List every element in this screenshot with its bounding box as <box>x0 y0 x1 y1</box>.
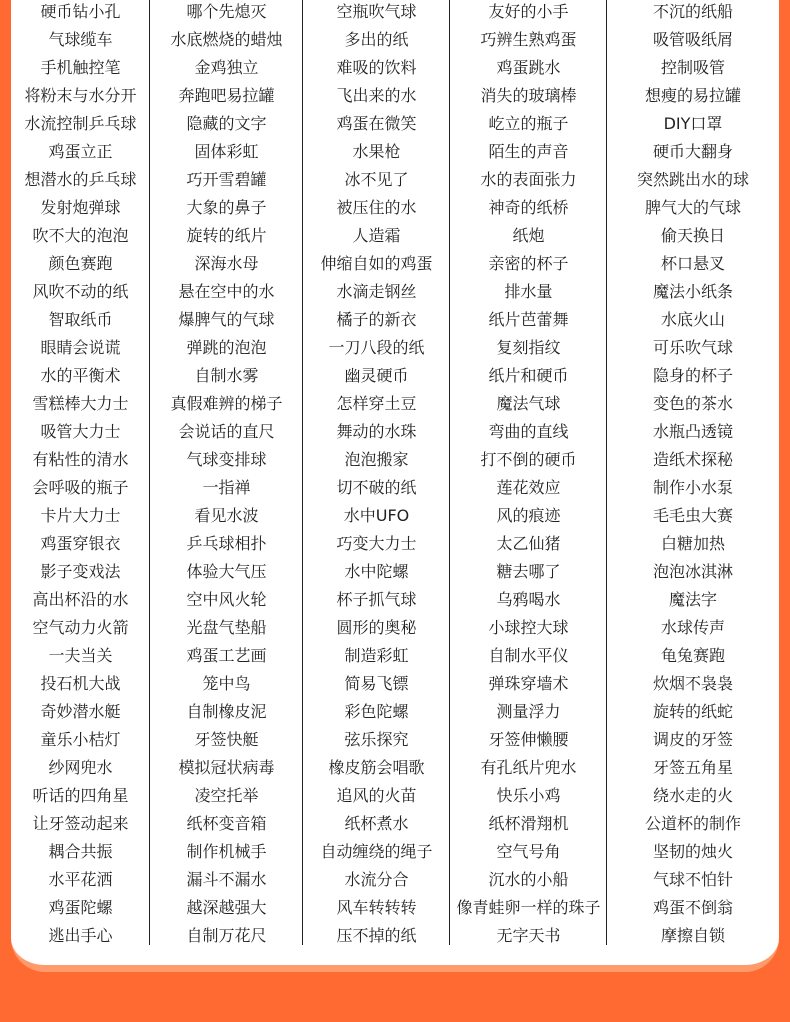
experiment-item: 水瓶凸透镜 <box>652 422 733 441</box>
experiment-item: 听话的四角星 <box>32 786 129 805</box>
experiment-item: 变色的茶水 <box>652 394 733 413</box>
experiment-item: 制造彩虹 <box>344 646 409 665</box>
experiment-item: 气球变排球 <box>186 450 267 469</box>
experiment-item: 一夫当关 <box>48 646 113 665</box>
experiment-item: 测量浮力 <box>496 702 561 721</box>
experiment-item: 投石机大战 <box>40 674 121 693</box>
experiment-item: 毛毛虫大赛 <box>652 506 733 525</box>
experiment-item: 亲密的杯子 <box>488 254 569 273</box>
experiment-item: 纸杯变音箱 <box>186 814 267 833</box>
column-4 <box>450 0 607 947</box>
experiment-item: 凌空托举 <box>194 786 259 805</box>
experiment-item: 鸡蛋穿银衣 <box>40 534 121 553</box>
experiment-item: 无字天书 <box>496 926 561 945</box>
experiment-item: 越深越强大 <box>186 898 267 917</box>
experiment-item: 糖去哪了 <box>496 562 561 581</box>
experiment-item: 白糖加热 <box>660 534 725 553</box>
experiment-item: 可乐吹气球 <box>652 338 733 357</box>
column-1 <box>11 0 150 947</box>
experiment-item: 固体彩虹 <box>194 142 259 161</box>
experiment-item: 制作机械手 <box>186 842 267 861</box>
experiment-item: 笼中鸟 <box>202 674 251 693</box>
experiment-item: 水的表面张力 <box>480 170 577 189</box>
experiment-item: 乒乓球相扑 <box>186 534 267 553</box>
experiment-item: 手机触控笔 <box>40 58 121 77</box>
experiment-item: 吸管大力士 <box>40 422 121 441</box>
experiment-item: 空中风火轮 <box>186 590 267 609</box>
experiment-item: 冰不见了 <box>344 170 409 189</box>
column-items <box>450 0 607 950</box>
experiment-item: 漏斗不漏水 <box>186 870 267 889</box>
experiment-item: 压不掉的纸 <box>336 926 417 945</box>
column-items <box>303 0 450 950</box>
experiment-item: 空气号角 <box>496 842 561 861</box>
experiment-item: 哪个先熄灭 <box>186 2 267 21</box>
column-2 <box>150 0 303 947</box>
experiment-item: 想瘦的易拉罐 <box>644 86 741 105</box>
experiment-item: 鸡蛋工艺画 <box>186 646 267 665</box>
experiment-item: 自制水雾 <box>194 366 259 385</box>
column-3 <box>303 0 450 947</box>
experiment-item: 泡泡冰淇淋 <box>652 562 733 581</box>
experiment-item: 水流控制乒乓球 <box>24 114 137 133</box>
experiment-item: 气球不怕针 <box>652 870 733 889</box>
experiment-item: 空瓶吹气球 <box>336 2 417 21</box>
experiment-item: 鸡蛋陀螺 <box>48 898 113 917</box>
experiment-item: 追风的火苗 <box>336 786 417 805</box>
experiment-item: 绕水走的火 <box>652 786 733 805</box>
experiment-item: 水底火山 <box>660 310 725 329</box>
column-items <box>11 0 150 950</box>
experiment-item: 脾气大的气球 <box>644 198 741 217</box>
experiment-item: 人造霜 <box>352 226 401 245</box>
experiment-item: 自制橡皮泥 <box>186 702 267 721</box>
experiment-item: 杯口悬叉 <box>660 254 725 273</box>
experiment-item: 莲花效应 <box>496 478 561 497</box>
experiment-item: 模拟冠状病毒 <box>178 758 275 777</box>
experiment-item: 硬币大翻身 <box>652 142 733 161</box>
content-card <box>11 0 779 972</box>
experiment-item: 太乙仙猪 <box>496 534 561 553</box>
experiment-item: 鸡蛋不倒翁 <box>652 898 733 917</box>
experiment-item: 简易飞镖 <box>344 674 409 693</box>
experiment-item: DIY口罩 <box>663 114 723 133</box>
experiment-item: 耦合共振 <box>48 842 113 861</box>
column-5 <box>607 0 779 947</box>
experiment-item: 让牙签动起来 <box>32 814 129 833</box>
experiment-item: 水滴走钢丝 <box>336 282 417 301</box>
experiment-item: 卡片大力士 <box>40 506 121 525</box>
experiment-item: 一刀八段的纸 <box>328 338 425 357</box>
experiment-item: 圆形的奥秘 <box>336 618 417 637</box>
experiment-item: 隐身的杯子 <box>652 366 733 385</box>
experiment-item: 切不破的纸 <box>336 478 417 497</box>
experiment-item: 龟兔赛跑 <box>660 646 725 665</box>
experiment-item: 巧辨生熟鸡蛋 <box>480 30 577 49</box>
experiment-item: 高出杯沿的水 <box>32 590 129 609</box>
experiment-item: 有粘性的清水 <box>32 450 129 469</box>
experiment-item: 弹珠穿墙术 <box>488 674 569 693</box>
experiment-item: 像青蛙卵一样的珠子 <box>456 898 601 917</box>
experiment-item: 魔法小纸条 <box>652 282 733 301</box>
experiment-item: 友好的小手 <box>488 2 569 21</box>
experiment-item: 泡泡搬家 <box>344 450 409 469</box>
experiment-item: 杯子抓气球 <box>336 590 417 609</box>
experiment-item: 巧开雪碧罐 <box>186 170 267 189</box>
experiment-item: 控制吸管 <box>660 58 725 77</box>
experiment-item: 鸡蛋跳水 <box>496 58 561 77</box>
experiment-item: 难吸的饮料 <box>336 58 417 77</box>
experiment-item: 纸片和硬币 <box>488 366 569 385</box>
experiment-item: 水流分合 <box>344 870 409 889</box>
experiment-item: 纸炮 <box>512 226 545 245</box>
experiment-item: 硬币钻小孔 <box>40 2 121 21</box>
experiment-item: 牙签快艇 <box>194 730 259 749</box>
experiment-item: 光盘气垫船 <box>186 618 267 637</box>
experiment-item: 吹不大的泡泡 <box>32 226 129 245</box>
experiment-item: 弯曲的直线 <box>488 422 569 441</box>
experiment-item: 发射炮弹球 <box>40 198 121 217</box>
experiment-item: 伸缩自如的鸡蛋 <box>320 254 433 273</box>
experiment-item: 炊烟不袅袅 <box>652 674 733 693</box>
experiment-item: 乌鸦喝水 <box>496 590 561 609</box>
experiment-item: 吸管吸纸屑 <box>652 30 733 49</box>
experiment-item: 橡皮筋会唱歌 <box>328 758 425 777</box>
experiment-item: 自动缠绕的绳子 <box>320 842 433 861</box>
experiment-item: 深海水母 <box>194 254 259 273</box>
experiment-item: 风的痕迹 <box>496 506 561 525</box>
experiment-item: 颜色赛跑 <box>48 254 113 273</box>
experiment-item: 神奇的纸桥 <box>488 198 569 217</box>
experiment-item: 牙签五角星 <box>652 758 733 777</box>
experiment-item: 坚韧的烛火 <box>652 842 733 861</box>
experiment-item: 水的平衡术 <box>40 366 121 385</box>
experiment-item: 沉水的小船 <box>488 870 569 889</box>
experiment-item: 逃出手心 <box>48 926 113 945</box>
experiment-item: 将粉末与水分开 <box>24 86 137 105</box>
experiment-item: 雪糕棒大力士 <box>32 394 129 413</box>
experiment-item: 鸡蛋在微笑 <box>336 114 417 133</box>
experiment-item: 消失的玻璃棒 <box>480 86 577 105</box>
experiment-item: 水平花洒 <box>48 870 113 889</box>
experiment-item: 幽灵硬币 <box>344 366 409 385</box>
experiment-item: 爆脾气的气球 <box>178 310 275 329</box>
experiment-item: 水底燃烧的蜡烛 <box>170 30 283 49</box>
experiment-item: 隐藏的文字 <box>186 114 267 133</box>
experiment-item: 偷天换日 <box>660 226 725 245</box>
experiment-item: 打不倒的硬币 <box>480 450 577 469</box>
experiment-item: 一指禅 <box>202 478 251 497</box>
experiment-item: 调皮的牙签 <box>652 730 733 749</box>
column-items <box>607 0 779 950</box>
experiment-item: 纱网兜水 <box>48 758 113 777</box>
experiment-item: 水果枪 <box>352 142 401 161</box>
experiment-item: 巧变大力士 <box>336 534 417 553</box>
experiment-item: 牙签伸懒腰 <box>488 730 569 749</box>
experiment-item: 不沉的纸船 <box>652 2 733 21</box>
experiment-item: 被压住的水 <box>336 198 417 217</box>
experiment-item: 智取纸币 <box>48 310 113 329</box>
experiment-item: 气球缆车 <box>48 30 113 49</box>
experiment-item: 旋转的纸片 <box>186 226 267 245</box>
experiment-item: 看见水波 <box>194 506 259 525</box>
experiment-item: 魔法字 <box>668 590 717 609</box>
experiment-item: 纸片芭蕾舞 <box>488 310 569 329</box>
experiment-item: 公道杯的制作 <box>644 814 741 833</box>
experiment-item: 奇妙潜水艇 <box>40 702 121 721</box>
column-items <box>150 0 303 950</box>
experiment-item: 造纸术探秘 <box>652 450 733 469</box>
experiment-item: 舞动的水珠 <box>336 422 417 441</box>
experiment-item: 排水量 <box>504 282 553 301</box>
experiment-item: 眼睛会说谎 <box>40 338 121 357</box>
experiment-item: 大象的鼻子 <box>186 198 267 217</box>
experiment-item: 制作小水泵 <box>652 478 733 497</box>
experiment-item: 水中UFO <box>343 506 410 525</box>
experiment-item: 童乐小桔灯 <box>40 730 121 749</box>
experiment-item: 快乐小鸡 <box>496 786 561 805</box>
experiment-item: 纸杯滑翔机 <box>488 814 569 833</box>
experiment-item: 摩擦自锁 <box>660 926 725 945</box>
experiment-item: 复刻指纹 <box>496 338 561 357</box>
experiment-item: 小球控大球 <box>488 618 569 637</box>
experiment-item: 空气动力火箭 <box>32 618 129 637</box>
experiment-item: 弦乐探究 <box>344 730 409 749</box>
experiment-item: 陌生的声音 <box>488 142 569 161</box>
experiment-item: 会说话的直尺 <box>178 422 275 441</box>
experiment-item: 有孔纸片兜水 <box>480 758 577 777</box>
experiment-item: 弹跳的泡泡 <box>186 338 267 357</box>
experiment-item: 体验大气压 <box>186 562 267 581</box>
experiment-item: 屹立的瓶子 <box>488 114 569 133</box>
experiment-item: 魔法气球 <box>496 394 561 413</box>
experiment-item: 影子变戏法 <box>40 562 121 581</box>
experiment-item: 风吹不动的纸 <box>32 282 129 301</box>
experiment-item: 自制水平仪 <box>488 646 569 665</box>
experiment-item: 会呼吸的瓶子 <box>32 478 129 497</box>
experiment-item: 飞出来的水 <box>336 86 417 105</box>
experiment-grid <box>11 0 779 947</box>
experiment-item: 旋转的纸蛇 <box>652 702 733 721</box>
experiment-item: 真假难辨的梯子 <box>170 394 283 413</box>
experiment-item: 怎样穿土豆 <box>336 394 417 413</box>
experiment-item: 纸杯煮水 <box>344 814 409 833</box>
experiment-item: 自制万花尺 <box>186 926 267 945</box>
experiment-item: 奔跑吧易拉罐 <box>178 86 275 105</box>
experiment-item: 风车转转转 <box>336 898 417 917</box>
experiment-item: 金鸡独立 <box>194 58 259 77</box>
experiment-item: 彩色陀螺 <box>344 702 409 721</box>
experiment-item: 悬在空中的水 <box>178 282 275 301</box>
experiment-item: 橘子的新衣 <box>336 310 417 329</box>
experiment-item: 鸡蛋立正 <box>48 142 113 161</box>
experiment-item: 水中陀螺 <box>344 562 409 581</box>
experiment-item: 想潜水的乒乓球 <box>24 170 137 189</box>
experiment-item: 水球传声 <box>660 618 725 637</box>
experiment-item: 多出的纸 <box>344 30 409 49</box>
experiment-item: 突然跳出水的球 <box>636 170 749 189</box>
